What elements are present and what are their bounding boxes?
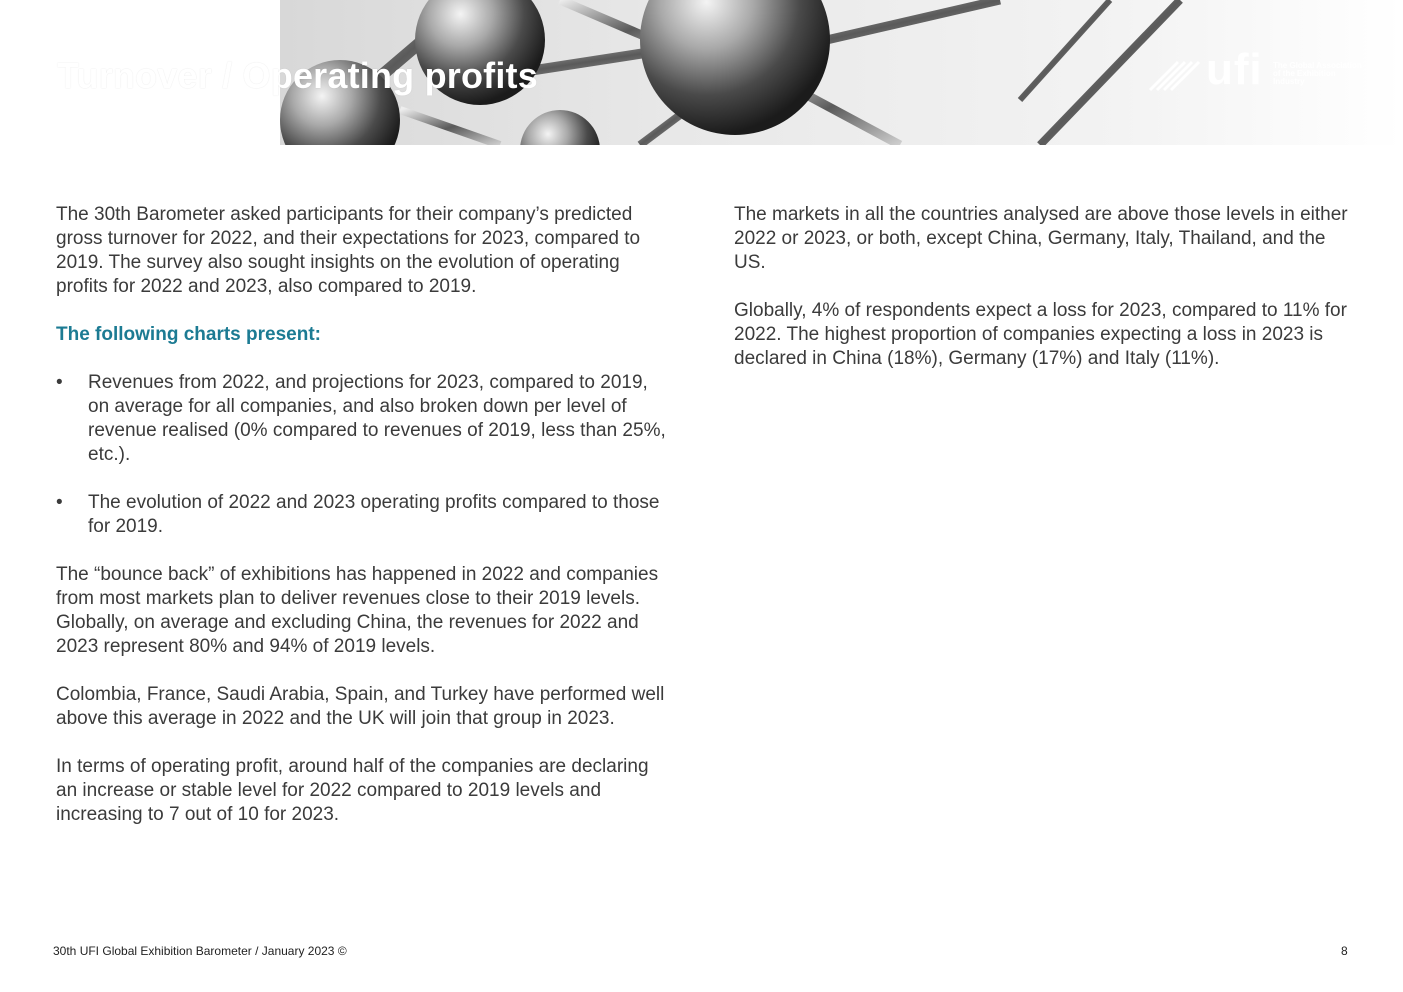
header-banner	[0, 0, 1403, 145]
markets-paragraph: The markets in all the countries analysed are above those levels in either 2022 or 2023, or both, except China, Germany, Italy, Thailand, and the US.	[734, 204, 1348, 273]
page-number: 8	[1341, 944, 1348, 958]
ufi-tagline: The Global Association of the Exhibition Industry	[1273, 61, 1362, 86]
bullet-text: Revenues from 2022, and projections for 2023, compared to 2019, on average for all companies, and also broken down per level of revenue realised (0% compared to revenues of 2019, less than 25%, etc.).	[88, 372, 666, 465]
intro-paragraph: The 30th Barometer asked participants for their company’s predicted gross turnover for 2022, and their expectations for 2023, compared to 2019. The survey also sought insights on the evolution of operating profits for 2022 and 2023, also compared to 2019.	[56, 204, 641, 297]
ufi-wordmark: ufi	[1206, 45, 1263, 94]
bullet-text: The evolution of 2022 and 2023 operating profits compared to those for 2019.	[88, 492, 660, 537]
charts-bullet-list	[56, 371, 671, 539]
footer-source: 30th UFI Global Exhibition Barometer / January 2023 ©	[53, 944, 347, 958]
list-item	[56, 491, 671, 539]
loss-paragraph: Globally, 4% of respondents expect a loss for 2023, compared to 11% for 2022. The highest proportion of companies expecting a loss in 2023 is declared in China (18%), Germany (17%) and Italy (11%).	[734, 300, 1347, 369]
ufi-logo	[1148, 45, 1363, 96]
countries-paragraph: Colombia, France, Saudi Arabia, Spain, and Turkey have performed well above this average in 2022 and the UK will join that group in 2023.	[56, 684, 665, 729]
list-item	[56, 371, 671, 467]
page-title: Turnover / Operating profits	[57, 55, 538, 96]
bounce-back-paragraph: The “bounce back” of exhibitions has happened in 2022 and companies from most markets plan to deliver revenues close to their 2019 levels. Globally, on average and excluding China, the revenues for 2022 and 2023 represent 80% and 94% of 2019 levels.	[56, 564, 659, 657]
left-column	[56, 203, 671, 851]
charts-subheading: The following charts present:	[56, 324, 321, 345]
operating-profit-paragraph: In terms of operating profit, around half of the companies are declaring an increase or stable level for 2022 compared to 2019 levels and increasing to 7 out of 10 for 2023.	[56, 756, 649, 825]
right-column	[734, 203, 1354, 395]
bullet-icon: •	[56, 492, 63, 513]
bullet-icon: •	[56, 372, 63, 393]
